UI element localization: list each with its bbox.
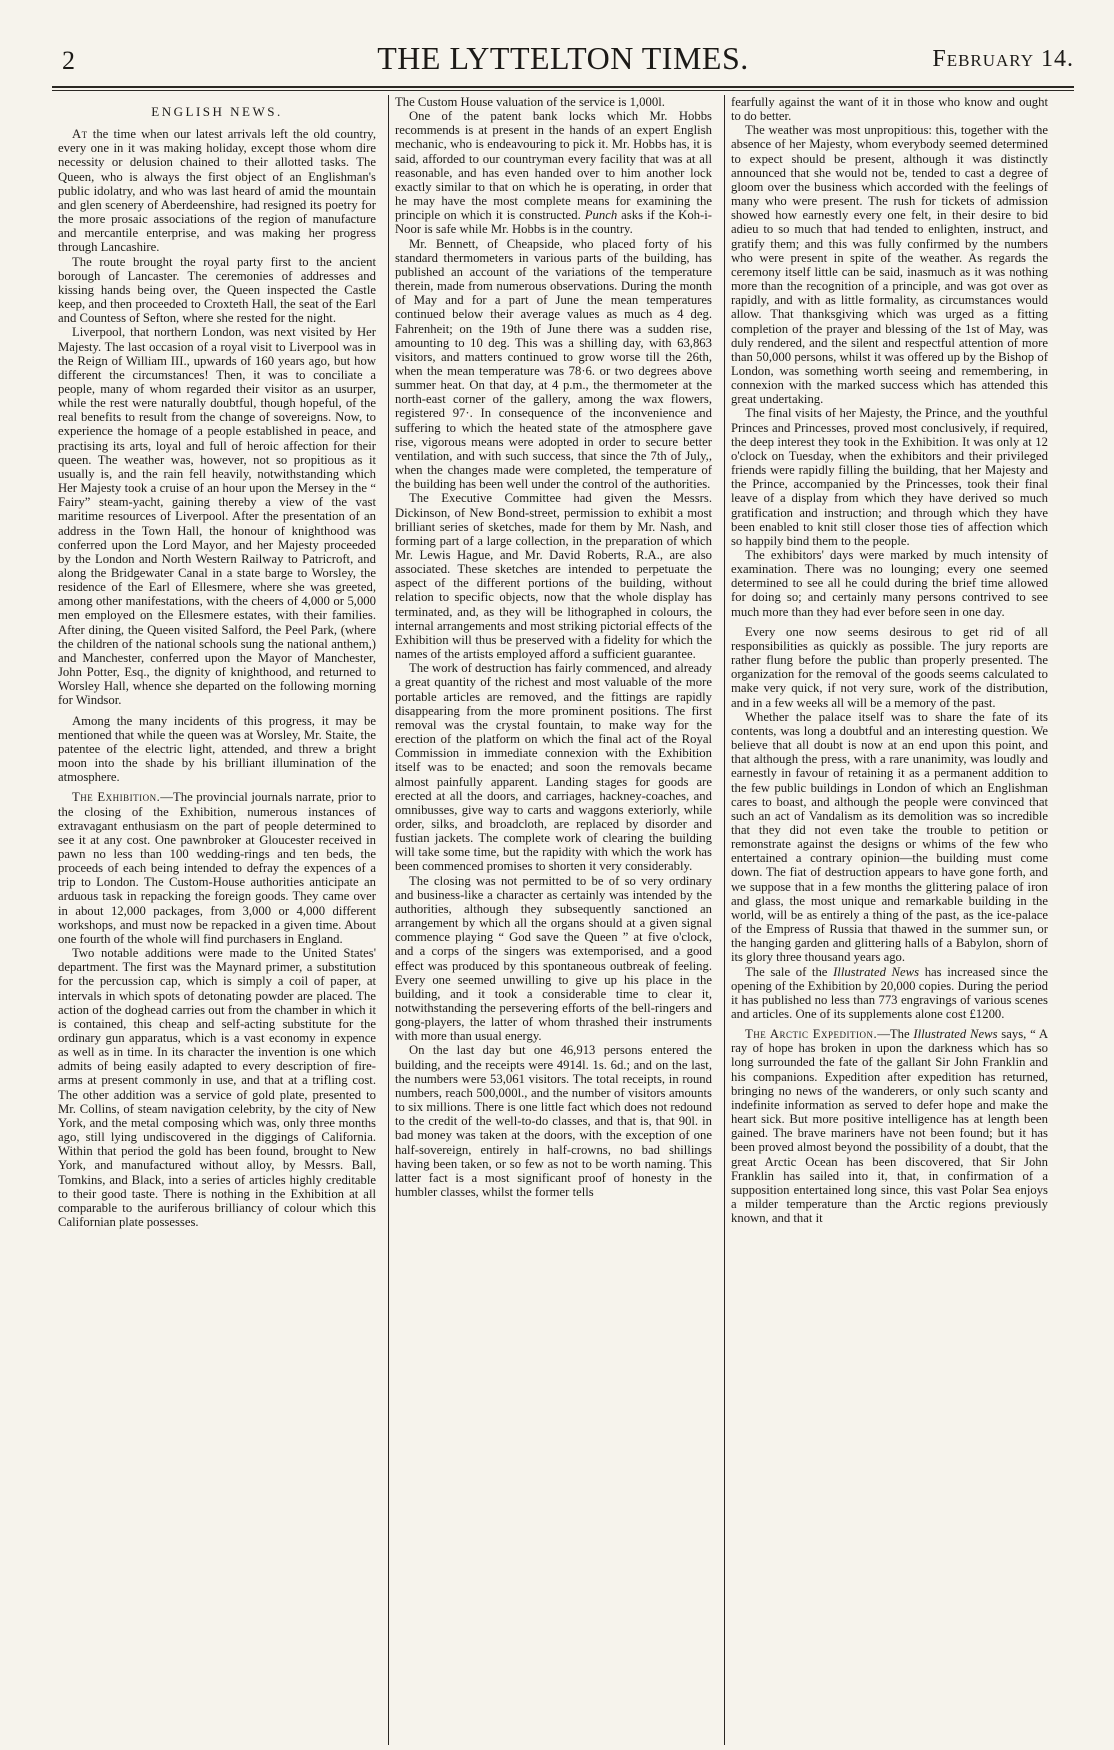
article-paragraph <box>731 965 1048 1022</box>
masthead-rule <box>52 86 1074 91</box>
columns <box>52 95 1074 1745</box>
paragraph-text: —The provincial journals narrate, prior to the closing of the Exhibition, numerous instances of extravagant enthusiasm on the part of people determined to see it at any cost. One pawnbroker at Gloucester received in pawn no less than 100 wedding-rings and ten beds, the proceeds of each being intended to defray the expences of a trip to London. The Custom-House authorities anticipate an arduous task in repacking the foreign goods. They came over in about 12,000 packages, from 3,000 or 4,000 different workshops, and must now be repacked in a given time. About one fourth of the whole will find purchasers in England. <box>58 790 376 946</box>
page-number: 2 <box>62 46 75 75</box>
article-paragraph: Whether the palace itself was to share the fate of its contents, was long a doubtful and an interesting question. We believe that all doubt is now at an end upon this point, and that although the press, with a rare unanimity, was loudly and earnestly in favour of retaining it as a permanent addition to the few public buildings in London of which an Englishman cares to boast, and although the people were convinced that such an act of Vandalism as its demolition was so incredible that they did not even take the trouble to petition or remonstrate against the designs or whims of the few who entertained a contrary opinion—the building must come down. The fiat of destruction appears to have gone forth, and we suppose that in a few months the glittering palace of iron and glass, the most unique and remarkable building in the world, will be as entirely a thing of the past, as the ice-palace of the Empress of Russia that thawed in the summer sun, or the hanging garden and glittering halls of a Babylon, shorn of its glory three thousand years ago. <box>731 709 1048 965</box>
article-paragraph: Every one now seems desirous to get rid of all responsibilities as quickly as possible. The jury reports are rather flung before the public than properly presented. The organization for the removal of the goods seems calculated to make very quick, if not very sure, work of the distribution, and in a few weeks all will be a memory of the past. <box>731 624 1048 710</box>
paragraph-text: has increased since the opening of the Exhibition by 20,000 copies. During the period it has published no less than 773 engravings of various scenes and articles. One of its supplements alone cost £1200. <box>731 964 1048 1021</box>
paragraph-text: —The <box>877 1027 914 1042</box>
article-paragraph <box>395 109 712 236</box>
article-paragraph: The Executive Committee had given the Messrs. Dickinson, of New Bond-street, permission to exhibit a most brilliant series of sketches, made for them by Mr. Nash, and forming part of a large collection, in the preparation of which Mr. Lewis Hague, and Mr. David Roberts, R.A., are also associated. These sketches are intended to perpetuate the aspect of the different portions of the building, without relation to specific objects, now that the whole display has terminated, and, as they will be lithographed in colours, the internal arrangements and most striking pictorial effects of the Exhibition will thus be preserved with a fidelity for which the names of the artists employed afford a sufficient guarantee. <box>395 491 712 662</box>
article-paragraph <box>58 790 376 946</box>
article-paragraph: The Custom House valuation of the service is 1,000l. <box>395 95 665 109</box>
article-paragraph: The final visits of her Majesty, the Prince, and the youthful Princes and Princesses, proved most conclusively, if required, the deep interest they took in the Exhibition. It was only at 12 o'clock on Tuesday, when the exhibitors and their privileged friends were rapidly filling the building, that her Majesty and the Prince, accompanied by the Princesses, took their final leave of a display from which they have derived so much gratification and instruction; and through which they have been enabled to knit still closer those ties of affection which so happily bind them to the people. <box>731 406 1048 548</box>
article-paragraph: fearfully against the want of it in those who know and ought to do better. <box>731 95 1048 124</box>
article-paragraph: The exhibitors' days were marked by much intensity of examination. There was no lounging; every one seemed determined to see all he could during the brief time allowed for doing so; and certainly many persons contrived to see much more than they had ever before seen in one day. <box>731 548 1048 619</box>
article-paragraph <box>58 127 376 254</box>
column-3 <box>724 95 1054 1745</box>
section-lead: The Exhibition. <box>72 790 161 805</box>
article-paragraph: Among the many incidents of this progress, it may be mentioned that while the queen was at Worsley, Mr. Staite, the patentee of the electric light, attended, and threw a bright moon into the shade by his brilliant illumination of the atmosphere. <box>58 713 376 785</box>
publication-name: Punch <box>584 208 618 223</box>
article-paragraph: The route brought the royal party first to the ancient borough of Lancaster. The ceremonies of addresses and kissing hands being over, the Queen inspected the Castle keep, and then proceeded to Croxteth Hall, the seat of the Earl and Countess of Sefton, where she rested for the night. <box>58 254 376 326</box>
publication-name: Illustrated News <box>913 1027 998 1042</box>
article-paragraph: The weather was most unpropitious: this, together with the absence of her Majesty, whom everybody seemed determined to expect should be present, although it was distinctly announced that she would not be, tended to cast a degree of gloom over the business which accorded with the feelings of many who were present. The rush for tickets of admission showed how earnestly every one felt, in their desire to bid adieu to so much that had tended to enlighten, instruct, and gratify them; and this was fully confirmed by the numbers who were present in spite of the weather. As regards the ceremony itself little can be said, inasmuch as it was nothing more than the recognition of a principle, and was got over as rapidly, and with as little formality, as circumstances would allow. That thanksgiving which was urged as a fitting completion of the prayer and blessing of the 1st of May, was duly rendered, and the silent and respectful attention of more than 50,000 persons, whilst it was offered up by the Bishop of London, was something worth seeing and remembering, in connexion with the marked success which has attended this great undertaking. <box>731 123 1048 407</box>
article-paragraph: The work of destruction has fairly commenced, and already a great quantity of the richest and most valuable of the more portable articles are removed, and the fittings are rapidly disappearing from the more prominent positions. The first removal was the crystal fountain, to make way for the erection of the platform on which the final act of the Royal Commission in immediate connexion with the Exhibition itself was to be enacted; and soon the removals became almost painfully apparent. Landing stages for goods are erected at all the doors, and carriages, hackney-coaches, and omnibusses, give way to carts and waggons exteriorly, while order, silks, and broadcloth, are replaced by disorder and fustian jackets. The complete work of clearing the building will take some time, but the rapidity with which the work has been commenced promises to shorten it very considerably. <box>395 661 712 874</box>
issue-date: February 14. <box>932 46 1074 72</box>
paragraph-text: One of the patent bank locks which Mr. Hobbs recommends is at present in the hands of an expert English mechanic, who is endeavouring to pick it. Mr. Hobbs has, it is said, afforded to our countryman every facility that was at all reasonable, and has even handed over to him another lock exactly similar to that on which he is operating, in order that he may have the most complete means for examining the principle on which it is constructed. <box>395 109 712 223</box>
masthead <box>52 40 1074 80</box>
paragraph-text: asks if the Koh-i-Noor is safe while Mr. Hobbs is in the country. <box>395 208 712 237</box>
section-heading: ENGLISH NEWS. <box>151 104 283 119</box>
article-paragraph: Liverpool, that northern London, was next visited by Her Majesty. The last occasion of a royal visit to Liverpool was in the Reign of William III., upwards of 160 years ago, but how different the circumstances! Then, it was to conciliate a people, many of whom regarded their visitor as an usurper, while the rest were naturally doubtful, though hopeful, of the real benefits to result from the change of sovereigns. Now, to experience the homage of a people established in peace, and practising its arts, loyal and full of heroic affection for their queen. The weather was, however, not so propitious as it usually is, and the rain fell heavily, notwithstanding which Her Majesty took a cruise of an hour upon the Mersey in the “ Fairy” steam-yacht, gaining thereby a view of the vast maritime resources of Liverpool. After the presentation of an address in the Town Hall, the honour of knighthood was conferred upon the Lord Mayor, and her Majesty proceeded by the London and North Western Railway to Patricroft, and along the Bridgewater Canal in a state barge to Worsley, the residence of the Earl of Ellesmere, where she was greeted, among other manifestations, with the cheers of 4,000 or 5,000 men employed on the Ellesmere estates, with their families. After dining, the Queen visited Salford, the Peel Park, (where the children of the national schools sung the national anthem,) and Manchester, conferred upon the Mayor of Manchester, John Potter, Esq., the dignity of knighthood, and returned to Worsley Hall, whence she departed on the following morning for Windsor. <box>58 325 376 708</box>
paragraph-text: the time when our latest arrivals left the old country, every one in it was making holiday, except those whom dire necessity or delusion chained to their allotted tasks. The Queen, who is always the first object of an Englishman's public idolatry, and who was last heard of amid the mountain and glen scenery of Aberdeenshire, had resigned its poetry for the more prosaic associations of the region of manufacture and mercantile enterprise, and was making her progress through Lancashire. <box>58 127 376 255</box>
article-paragraph: The closing was not permitted to be of so very ordinary and business-like a character as certainly was intended by the authorities, although they subsequently sanctioned an arrangement by which all the organs should at a given signal commence playing “ God save the Queen ” at five o'clock, and a corps of the singers was extemporised, and a good effect was produced by this spontaneous outbreak of feeling. Every one seemed unwilling to give up his place in the building, and it took a considerable time to clear it, notwithstanding the persevering efforts of the bell-ringers and gong-players, the latter of whom thrashed their instruments with more than usual energy. <box>395 873 712 1044</box>
paragraph-text: says, “ A ray of hope has broken in upon the darkness which has so long surrounded the fate of the gallant Sir John Franklin and his companions. Expedition after expedition has returned, bringing no news of the wanderers, or only such scanty and indefinite information as served to defer hope and make the heart sick. But more positive intelligence has at length been gained. The brave mariners have not been found; but it has been proved almost beyond the possibility of a doubt, that the great Arctic Ocean has been discovered, that Sir John Franklin has sailed into it, that, in confirmation of a supposition entertained long since, this vast Polar Sea enjoys a milder temperature than the Arctic regions previously known, and that it <box>731 1027 1048 1226</box>
publication-name: Illustrated News <box>833 964 920 979</box>
section-lead: The Arctic Expedition. <box>745 1027 878 1042</box>
article-paragraph: Two notable additions were made to the United States' department. The first was the Maynard primer, a substitution for the percussion cap, which is simply a coil of paper, at intervals in which spots of detonating powder are placed. The action of the doghead carries out from the chamber in which it is contained, this cheap and self-acting substitute for the ordinary gun apparatus, which is a vast economy in expence as well as in time. In its character the invention is one which admits of being easily adapted to every description of fire-arms at present commonly in use, and that at a trifling cost. The other addition was a service of gold plate, presented to Mr. Collins, of steam navigation celebrity, by the city of New York, and the metal composing which was, only three months ago, still lying undiscovered in the diggings of California. Within that period the gold has been found, brought to New York, and manufactured without alloy, by Messrs. Ball, Tomkins, and Black, into a series of articles highly creditable to their good taste. There is nothing in the Exhibition at all comparable to the auriferous brilliancy of colour which this Californian plate possesses. <box>58 946 376 1230</box>
article-paragraph: Mr. Bennett, of Cheapside, who placed forty of his standard thermometers in various parts of the building, has published an account of the variations of the temperature therein, made from numerous observations. During the month of May and for a part of June the mean temperatures continued below their average values as much as 4 deg. Fahrenheit; on the 19th of June there was a sudden rise, amounting to 10 deg. This was a shilling day, with 63,863 visitors, and matters continued to grow worse till the 26th, when the mean temperature was 78·6. or two degrees above summer heat. On that day, at 4 p.m., the thermometer at the north-east corner of the gallery, among the wax flowers, registered 97·. In consequence of the inconvenience and suffering to which the heated state of the atmosphere gave rise, vigorous means were adopted in order to secure better ventilation, and with such success, that since the 7th of July,, when the changes made were completed, the temperature of the building has been well under the control of the authorities. <box>395 236 712 492</box>
lead-word: At <box>72 127 88 142</box>
column-1 <box>52 95 382 1745</box>
newspaper-title: THE LYTTELTON TIMES. <box>377 40 749 76</box>
paragraph-text: The sale of the <box>745 964 834 979</box>
article-paragraph: On the last day but one 46,913 persons entered the building, and the receipts were 4914l. 1s. 6d.; and on the last, the numbers were 53,061 visitors. The total receipts, in round numbers, reach 500,000l., and the number of visitors amounts to six millions. There is one little fact which does not redound to the credit of the well-to-do classes, and that is, that 90l. in bad money was taken at the doors, with the exception of one half-sovereign, entirely in half-crowns, no bad shillings having been taken, or so few as not to be worth naming. This latter fact is a most significant proof of honesty in the humbler classes, whilst the former tells <box>395 1043 712 1200</box>
column-2 <box>388 95 718 1745</box>
article-paragraph <box>731 1027 1048 1225</box>
